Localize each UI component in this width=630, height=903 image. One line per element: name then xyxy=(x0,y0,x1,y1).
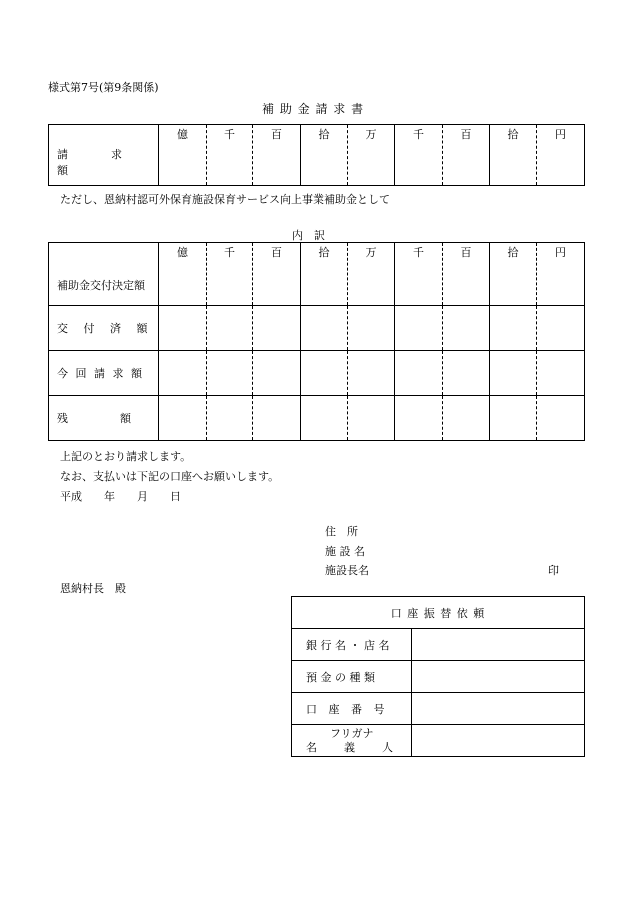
account-holder-label xyxy=(292,725,412,757)
amount-cell[interactable] xyxy=(159,396,207,441)
amount-cell[interactable] xyxy=(537,351,585,396)
address-label: 住 所 xyxy=(325,525,358,538)
amount-cell[interactable] xyxy=(348,351,395,396)
table-row xyxy=(49,396,585,441)
bank-branch-field[interactable] xyxy=(412,629,585,661)
unit-hyaku-2: 百 xyxy=(443,125,490,186)
amount-cell[interactable] xyxy=(301,351,348,396)
amount-cell[interactable] xyxy=(253,351,301,396)
unit-juu-2: 拾 xyxy=(490,243,537,306)
amount-cell[interactable] xyxy=(301,306,348,351)
amount-cell[interactable] xyxy=(159,351,207,396)
amount-cell[interactable] xyxy=(207,396,253,441)
row-label-decided: 補助金交付決定額 xyxy=(49,243,159,306)
amount-cell[interactable] xyxy=(253,396,301,441)
deposit-type-label: 預 金 の 種 類 xyxy=(292,661,412,693)
table-row xyxy=(292,661,585,693)
unit-man: 万 xyxy=(348,125,395,186)
amount-cell[interactable] xyxy=(443,351,490,396)
table-row xyxy=(49,243,585,306)
amount-cell[interactable] xyxy=(301,396,348,441)
breakdown-table xyxy=(48,242,585,441)
amount-cell[interactable] xyxy=(348,306,395,351)
table-row xyxy=(49,306,585,351)
unit-oku: 億 xyxy=(159,125,207,186)
table-row xyxy=(292,629,585,661)
amount-cell[interactable] xyxy=(253,306,301,351)
amount-cell[interactable] xyxy=(159,306,207,351)
facility-label: 施 設 名 xyxy=(325,545,365,558)
unit-juu: 拾 xyxy=(301,243,348,306)
unit-sen-2: 千 xyxy=(395,125,443,186)
table-row xyxy=(292,725,585,757)
bank-transfer-table xyxy=(291,596,585,757)
unit-sen: 千 xyxy=(207,125,253,186)
form-number: 様式第7号(第9条関係) xyxy=(48,81,159,94)
amount-cell[interactable] xyxy=(395,396,443,441)
unit-sen: 千 xyxy=(207,243,253,306)
amount-cell[interactable] xyxy=(490,351,537,396)
bank-transfer-title: 口 座 振 替 依 頼 xyxy=(292,597,585,629)
account-holder-field[interactable] xyxy=(412,725,585,757)
unit-hyaku: 百 xyxy=(253,243,301,306)
row-label-paid: 交 付 済 額 xyxy=(49,306,159,351)
request-amount-table xyxy=(48,124,585,186)
unit-juu: 拾 xyxy=(301,125,348,186)
row-label-balance: 残 額 xyxy=(49,396,159,441)
seal-mark: 印 xyxy=(548,564,559,577)
amount-cell[interactable] xyxy=(443,306,490,351)
form-title: 補 助 金 請 求 書 xyxy=(262,102,365,116)
unit-juu-2: 拾 xyxy=(490,125,537,186)
table-row xyxy=(292,693,585,725)
furigana-label: フリガナ xyxy=(330,726,374,740)
row-label-current: 今 回 請 求 額 xyxy=(49,351,159,396)
statement-payment: なお、支払いは下記の口座へお願いします。 xyxy=(60,470,280,483)
amount-cell[interactable] xyxy=(537,396,585,441)
unit-sen-2: 千 xyxy=(395,243,443,306)
amount-cell[interactable] xyxy=(207,351,253,396)
unit-man: 万 xyxy=(348,243,395,306)
account-number-field[interactable] xyxy=(412,693,585,725)
bank-branch-label: 銀 行 名 ・ 店 名 xyxy=(292,629,412,661)
amount-cell[interactable] xyxy=(395,306,443,351)
breakdown-title: 内 訳 xyxy=(292,229,325,242)
addressee: 恩納村長 殿 xyxy=(60,582,126,595)
statement-request: 上記のとおり請求します。 xyxy=(60,450,192,463)
amount-cell[interactable] xyxy=(490,306,537,351)
unit-oku: 億 xyxy=(159,243,207,306)
amount-cell[interactable] xyxy=(207,306,253,351)
date-line: 平成 年 月 日 xyxy=(60,490,181,503)
amount-cell[interactable] xyxy=(443,396,490,441)
unit-en: 円 xyxy=(537,125,585,186)
amount-cell[interactable] xyxy=(395,351,443,396)
unit-hyaku: 百 xyxy=(253,125,301,186)
unit-hyaku-2: 百 xyxy=(443,243,490,306)
table-row xyxy=(49,351,585,396)
amount-cell[interactable] xyxy=(348,396,395,441)
amount-cell[interactable] xyxy=(537,306,585,351)
purpose-note: ただし、恩納村認可外保育施設保育サービス向上事業補助金として xyxy=(60,193,390,206)
amount-cell[interactable] xyxy=(490,396,537,441)
account-number-label: 口 座 番 号 xyxy=(292,693,412,725)
request-amount-label: 請 求 額 xyxy=(49,125,159,186)
deposit-type-field[interactable] xyxy=(412,661,585,693)
facility-head-label: 施設長名 xyxy=(325,564,369,577)
holder-name-label: 名 義 人 xyxy=(306,740,401,754)
unit-en: 円 xyxy=(537,243,585,306)
